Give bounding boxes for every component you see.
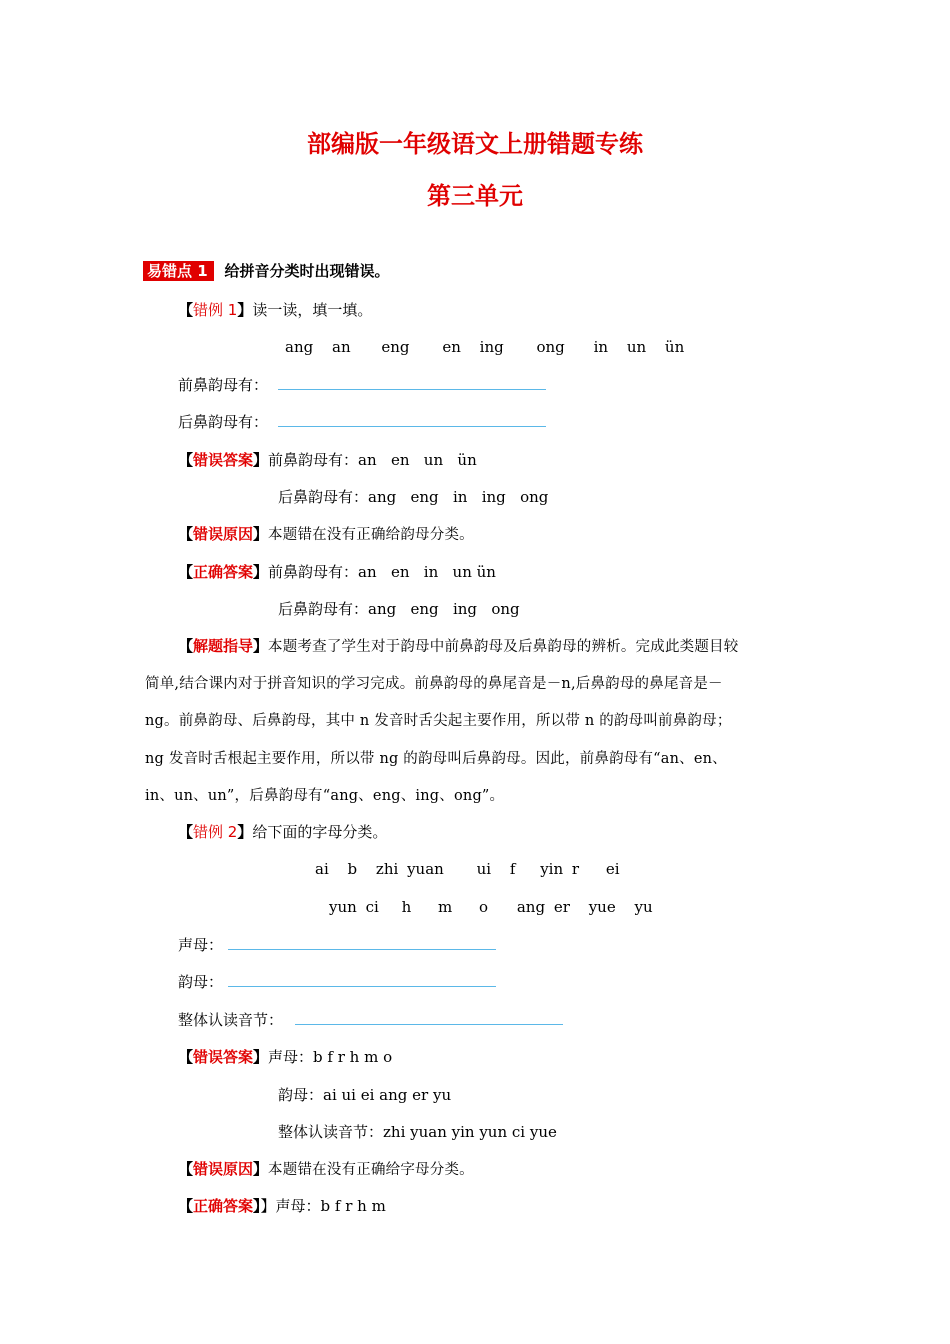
example2-letters-row1 [315, 860, 620, 878]
letter-item: yu [634, 898, 653, 916]
initials-blank[interactable] [228, 949, 496, 950]
letter-item: ci [365, 898, 379, 916]
pinyin-item: un [626, 338, 647, 356]
guide-line: ng 发音时舌根起主要作用，所以带 ng 的韵母叫后鼻韵母。因此，前鼻韵母有“an、en、 [145, 751, 727, 767]
page-title: 部编版一年级语文上册错题专练 [307, 130, 643, 158]
front-nasal-blank[interactable] [278, 389, 546, 390]
correct-initials: 】声母：b f r h m [260, 1197, 386, 1215]
correct-front: 前鼻韵母有：an en in un ün [268, 563, 496, 581]
example1-tag: 错例 1 [193, 301, 238, 319]
guide-line: ng。前鼻韵母、后鼻韵母，其中 n 发音时舌尖起主要作用，所以带 n 的韵母叫前鼻韵母； [145, 713, 732, 729]
correct-back: 后鼻韵母有：ang eng ing ong [278, 600, 520, 618]
pinyin-item: ün [664, 338, 685, 356]
letter-item: er [553, 898, 570, 916]
whole-syllables-label: 整体认读音节： [178, 1011, 284, 1029]
back-nasal-label: 后鼻韵母有： [178, 413, 269, 431]
reason-tag: 错误原因 [193, 1160, 254, 1178]
pinyin-item: an [332, 338, 351, 356]
wrong-answer-tag: 错误答案 [193, 451, 254, 469]
example2-letters-row2 [329, 898, 653, 916]
page-subtitle: 第三单元 [427, 182, 523, 210]
example2-reason: 【错误原因】本题错在没有正确给字母分类。 [178, 1160, 474, 1178]
section-heading-text: 给拼音分类时出现错误。 [224, 262, 390, 280]
reason-text: 本题错在没有正确给韵母分类。 [268, 527, 474, 543]
letter-item: m [438, 898, 453, 916]
correct-answer-tag: 正确答案 [193, 1197, 254, 1215]
guide-line: 简单,结合课内对于拼音知识的学习完成。前鼻韵母的鼻尾音是－n,后鼻韵母的鼻尾音是－ [145, 676, 723, 692]
letter-item: yin [540, 860, 564, 878]
example1-wrong-answer: 【错误答案】前鼻韵母有：an en un ün [178, 451, 477, 469]
letter-item: ang [516, 898, 546, 916]
wrong-answer-tag: 错误答案 [193, 1048, 254, 1066]
letter-item: h [401, 898, 412, 916]
wrong-whole: 整体认读音节：zhi yuan yin yun ci yue [278, 1123, 557, 1141]
correct-answer-tag: 正确答案 [193, 563, 254, 581]
guide-tag: 解题指导 [193, 637, 254, 655]
reason-tag: 错误原因 [193, 525, 254, 543]
letter-item: f [509, 860, 516, 878]
initials-label: 声母： [178, 936, 224, 954]
pinyin-item: ong [536, 338, 565, 356]
letter-item: yun [329, 898, 357, 916]
pinyin-item: in [593, 338, 609, 356]
letter-item: ai [315, 860, 329, 878]
letter-item: b [347, 860, 358, 878]
letter-item: zhi [375, 860, 399, 878]
finals-blank[interactable] [228, 986, 496, 987]
wrong-finals: 韵母：ai ui ei ang er yu [278, 1086, 452, 1104]
letter-item: o [479, 898, 489, 916]
wrong-front: 前鼻韵母有：an en un ün [268, 451, 477, 469]
letter-item: yue [588, 898, 616, 916]
example2-correct-answer: 【正确答案】】声母：b f r h m [178, 1197, 386, 1215]
example1-pinyin-row [285, 338, 684, 356]
example1-correct-answer: 【正确答案】前鼻韵母有：an en in un ün [178, 563, 496, 581]
example1-reason: 【错误原因】本题错在没有正确给韵母分类。 [178, 525, 474, 543]
pinyin-item: ing [479, 338, 504, 356]
pinyin-item: en [442, 338, 461, 356]
letter-item: ei [605, 860, 620, 878]
reason-text: 本题错在没有正确给字母分类。 [268, 1162, 474, 1178]
letter-item: yuan [407, 860, 444, 878]
letter-item: ui [476, 860, 492, 878]
finals-label: 韵母： [178, 973, 224, 991]
letter-item: r [571, 860, 580, 878]
guide-line: in、un、un”，后鼻韵母有“ang、eng、ing、ong”。 [145, 788, 505, 804]
wrong-back: 后鼻韵母有：ang eng in ing ong [278, 488, 549, 506]
pinyin-item: ang [285, 338, 314, 356]
pinyin-item: eng [381, 338, 410, 356]
example2-heading: 【错例 2】给下面的字母分类。 [178, 823, 388, 841]
section-heading [143, 260, 389, 281]
whole-syllables-blank[interactable] [295, 1024, 563, 1025]
back-nasal-blank[interactable] [278, 426, 546, 427]
example1-heading: 【错例 1】读一读，填一填。 [178, 301, 373, 319]
guide-line: 本题考查了学生对于韵母中前鼻韵母及后鼻韵母的辨析。完成此类题目较 [268, 639, 739, 655]
example1-prompt: 读一读，填一填。 [252, 301, 373, 319]
example2-tag: 错例 2 [193, 823, 238, 841]
error-point-badge: 易错点 1 [143, 261, 214, 281]
example2-prompt: 给下面的字母分类。 [252, 823, 388, 841]
front-nasal-label: 前鼻韵母有： [178, 376, 269, 394]
wrong-initials: 声母：b f r h m o [268, 1048, 393, 1066]
example2-wrong-answer: 【错误答案】声母：b f r h m o [178, 1048, 393, 1066]
example1-guide-first-line: 【解题指导】本题考查了学生对于韵母中前鼻韵母及后鼻韵母的辨析。完成此类题目较 [178, 637, 739, 655]
